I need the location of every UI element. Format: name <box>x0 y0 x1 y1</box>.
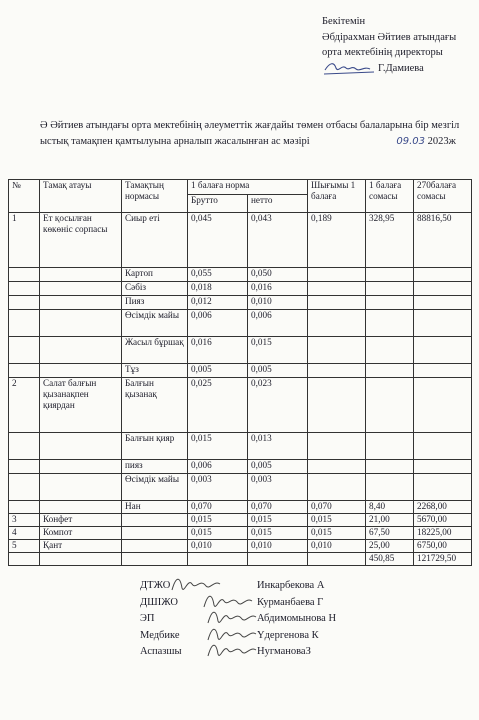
cell-out <box>308 268 366 282</box>
cell-dish: Қант <box>40 540 122 553</box>
director-signature-icon <box>322 56 377 78</box>
signature-row <box>140 611 470 628</box>
cell-sum270: 6750,00 <box>414 540 472 553</box>
cell-item <box>122 540 188 553</box>
cell-sum1 <box>366 364 414 378</box>
cell-dish <box>40 337 122 364</box>
cell-out <box>308 282 366 296</box>
approval-line-2: Әбдірахман Әйтиев атындағы <box>322 31 457 43</box>
cell-out: 0,189 <box>308 213 366 268</box>
cell-out <box>308 553 366 566</box>
signature-name: Инкарбекова А <box>257 580 325 591</box>
cell-brutto: 0,025 <box>188 378 248 433</box>
cell-out <box>308 364 366 378</box>
cell-sum270 <box>414 296 472 310</box>
cell-dish: Конфет <box>40 514 122 527</box>
table-header-row <box>9 180 472 195</box>
cell-sum270: 2268,00 <box>414 501 472 514</box>
cell-sum1: 25,00 <box>366 540 414 553</box>
signature-position: ДШІЖО <box>140 596 178 608</box>
cell-netto <box>248 553 308 566</box>
cell-netto: 0,015 <box>248 514 308 527</box>
header-per-child: 1 балаға норма <box>188 180 308 195</box>
cell-sum1 <box>366 474 414 501</box>
cell-brutto <box>188 553 248 566</box>
cell-dish <box>40 460 122 474</box>
cell-brutto: 0,015 <box>188 527 248 540</box>
cell-sum270 <box>414 378 472 433</box>
cell-dish: Салат балғын қызанақпен қиярдан <box>40 378 122 433</box>
cell-item <box>122 527 188 540</box>
cell-dish <box>40 310 122 337</box>
approval-line-3: орта мектебінің директоры <box>322 47 443 58</box>
cell-brutto: 0,012 <box>188 296 248 310</box>
table-row <box>9 527 472 540</box>
cell-netto: 0,023 <box>248 378 308 433</box>
cell-item: Өсімдік майы <box>122 310 188 337</box>
header-netto: нетто <box>248 195 308 213</box>
cell-dish <box>40 553 122 566</box>
cell-brutto: 0,015 <box>188 433 248 460</box>
cell-sum270 <box>414 268 472 282</box>
cell-sum270: 18225,00 <box>414 527 472 540</box>
cell-brutto: 0,010 <box>188 540 248 553</box>
cell-sum1 <box>366 337 414 364</box>
table-row <box>9 501 472 514</box>
cell-sum270 <box>414 364 472 378</box>
cell-num: 2 <box>9 378 40 433</box>
cell-sum270 <box>414 282 472 296</box>
table-row <box>9 337 472 364</box>
header-brutto: Брутто <box>188 195 248 213</box>
cell-num <box>9 474 40 501</box>
cell-brutto: 0,006 <box>188 310 248 337</box>
signature-name: НугмановаЗ <box>257 646 311 657</box>
table-row <box>9 310 472 337</box>
cell-dish <box>40 296 122 310</box>
table-row <box>9 433 472 460</box>
cell-netto: 0,043 <box>248 213 308 268</box>
cell-sum1: 328,95 <box>366 213 414 268</box>
cell-sum1: 450,85 <box>366 553 414 566</box>
cell-num: 5 <box>9 540 40 553</box>
table-row <box>9 378 472 433</box>
cell-item: Нан <box>122 501 188 514</box>
cell-out <box>308 310 366 337</box>
cell-netto: 0,015 <box>248 527 308 540</box>
cell-num <box>9 501 40 514</box>
table-row <box>9 282 472 296</box>
cell-brutto: 0,055 <box>188 268 248 282</box>
table-row <box>9 296 472 310</box>
header-num: № <box>9 180 40 213</box>
cell-out <box>308 378 366 433</box>
cell-num <box>9 433 40 460</box>
cell-sum270: 5670,00 <box>414 514 472 527</box>
title-text: Ә Әйтиев атындағы орта мектебінің әлеуметтік жағдайы төмен отбасы балаларына бір мезгіл ыстық тамақпен қамтылуына арналып жасалынған ас мәзірі <box>40 120 460 147</box>
cell-sum1 <box>366 378 414 433</box>
cell-out <box>308 474 366 501</box>
table-row <box>9 474 472 501</box>
cell-num: 4 <box>9 527 40 540</box>
approval-block <box>322 14 472 76</box>
table-row <box>9 540 472 553</box>
cell-netto: 0,006 <box>248 310 308 337</box>
cell-item <box>122 514 188 527</box>
cell-item: Картоп <box>122 268 188 282</box>
signature-row <box>140 578 470 595</box>
handwritten-signature-icon <box>204 638 259 662</box>
cell-brutto: 0,016 <box>188 337 248 364</box>
cell-sum1 <box>366 310 414 337</box>
approval-line-1: Бекітемін <box>322 16 366 27</box>
signature-position: Медбике <box>140 629 180 641</box>
cell-out: 0,015 <box>308 527 366 540</box>
cell-item: Балғын қызанақ <box>122 378 188 433</box>
cell-dish <box>40 282 122 296</box>
cell-sum1 <box>366 282 414 296</box>
cell-sum1 <box>366 296 414 310</box>
signature-position: Аспазшы <box>140 646 182 657</box>
table-row <box>9 514 472 527</box>
table-row <box>9 364 472 378</box>
cell-dish <box>40 268 122 282</box>
cell-sum1: 21,00 <box>366 514 414 527</box>
cell-num <box>9 296 40 310</box>
cell-num <box>9 460 40 474</box>
cell-out: 0,015 <box>308 514 366 527</box>
table-row <box>9 213 472 268</box>
cell-out <box>308 460 366 474</box>
cell-brutto: 0,070 <box>188 501 248 514</box>
cell-item: Тұз <box>122 364 188 378</box>
cell-netto: 0,010 <box>248 540 308 553</box>
cell-netto: 0,015 <box>248 337 308 364</box>
cell-brutto: 0,015 <box>188 514 248 527</box>
cell-dish <box>40 364 122 378</box>
signature-row <box>140 595 470 612</box>
menu-table <box>8 179 472 566</box>
table-row <box>9 460 472 474</box>
signature-position: ЭП <box>140 613 155 624</box>
director-name: Г.Дамиева <box>378 62 424 74</box>
cell-item <box>122 553 188 566</box>
header-sum270: 270балаға сомасы <box>414 180 472 213</box>
handwritten-date: 09.03 <box>396 135 425 147</box>
cell-item: Сәбіз <box>122 282 188 296</box>
cell-netto: 0,010 <box>248 296 308 310</box>
cell-netto: 0,050 <box>248 268 308 282</box>
cell-sum270 <box>414 337 472 364</box>
cell-item: Балғын қияр <box>122 433 188 460</box>
table-row <box>9 553 472 566</box>
cell-netto: 0,005 <box>248 460 308 474</box>
cell-sum1 <box>366 460 414 474</box>
cell-out: 0,070 <box>308 501 366 514</box>
cell-item: Жасыл бұршақ <box>122 337 188 364</box>
cell-sum1 <box>366 433 414 460</box>
cell-num <box>9 553 40 566</box>
cell-item: пияз <box>122 460 188 474</box>
cell-brutto: 0,005 <box>188 364 248 378</box>
title-year: 2023ж <box>427 135 456 147</box>
signature-name: Абдимомынова Н <box>257 613 337 624</box>
signature-name: Курманбаева Г <box>257 596 324 608</box>
header-sum1: 1 балаға сомасы <box>366 180 414 213</box>
signature-row <box>140 628 470 645</box>
header-out: Шығымы 1 балаға <box>308 180 366 213</box>
signature-position: ДТЖО <box>140 580 171 591</box>
cell-num: 1 <box>9 213 40 268</box>
cell-netto: 0,005 <box>248 364 308 378</box>
cell-num <box>9 364 40 378</box>
cell-num <box>9 310 40 337</box>
cell-sum270 <box>414 433 472 460</box>
cell-dish <box>40 501 122 514</box>
cell-brutto: 0,006 <box>188 460 248 474</box>
cell-num <box>9 268 40 282</box>
header-norm: Тамақтың нормасы <box>122 180 188 213</box>
cell-item: Пияз <box>122 296 188 310</box>
signature-name: Үдергенова К <box>257 629 319 641</box>
cell-brutto: 0,018 <box>188 282 248 296</box>
cell-sum270 <box>414 460 472 474</box>
cell-sum1: 8,40 <box>366 501 414 514</box>
cell-sum270: 121729,50 <box>414 553 472 566</box>
cell-num: 3 <box>9 514 40 527</box>
signature-row <box>140 644 470 661</box>
cell-num <box>9 337 40 364</box>
cell-sum270 <box>414 310 472 337</box>
table-row <box>9 268 472 282</box>
cell-netto: 0,003 <box>248 474 308 501</box>
cell-netto: 0,016 <box>248 282 308 296</box>
header-dish: Тамақ атауы <box>40 180 122 213</box>
cell-item: Сиыр еті <box>122 213 188 268</box>
cell-dish: Компот <box>40 527 122 540</box>
document-title <box>40 118 460 149</box>
cell-item: Өсімдік майы <box>122 474 188 501</box>
cell-dish <box>40 474 122 501</box>
cell-netto: 0,070 <box>248 501 308 514</box>
cell-netto: 0,013 <box>248 433 308 460</box>
cell-dish <box>40 433 122 460</box>
cell-out <box>308 433 366 460</box>
signatures-block <box>140 578 470 661</box>
cell-dish: Ет қосылған көкөніс сорпасы <box>40 213 122 268</box>
cell-sum270 <box>414 474 472 501</box>
cell-brutto: 0,045 <box>188 213 248 268</box>
cell-sum270: 88816,50 <box>414 213 472 268</box>
cell-sum1 <box>366 268 414 282</box>
cell-brutto: 0,003 <box>188 474 248 501</box>
cell-out <box>308 337 366 364</box>
cell-num <box>9 282 40 296</box>
cell-out <box>308 296 366 310</box>
cell-sum1: 67,50 <box>366 527 414 540</box>
cell-out: 0,010 <box>308 540 366 553</box>
